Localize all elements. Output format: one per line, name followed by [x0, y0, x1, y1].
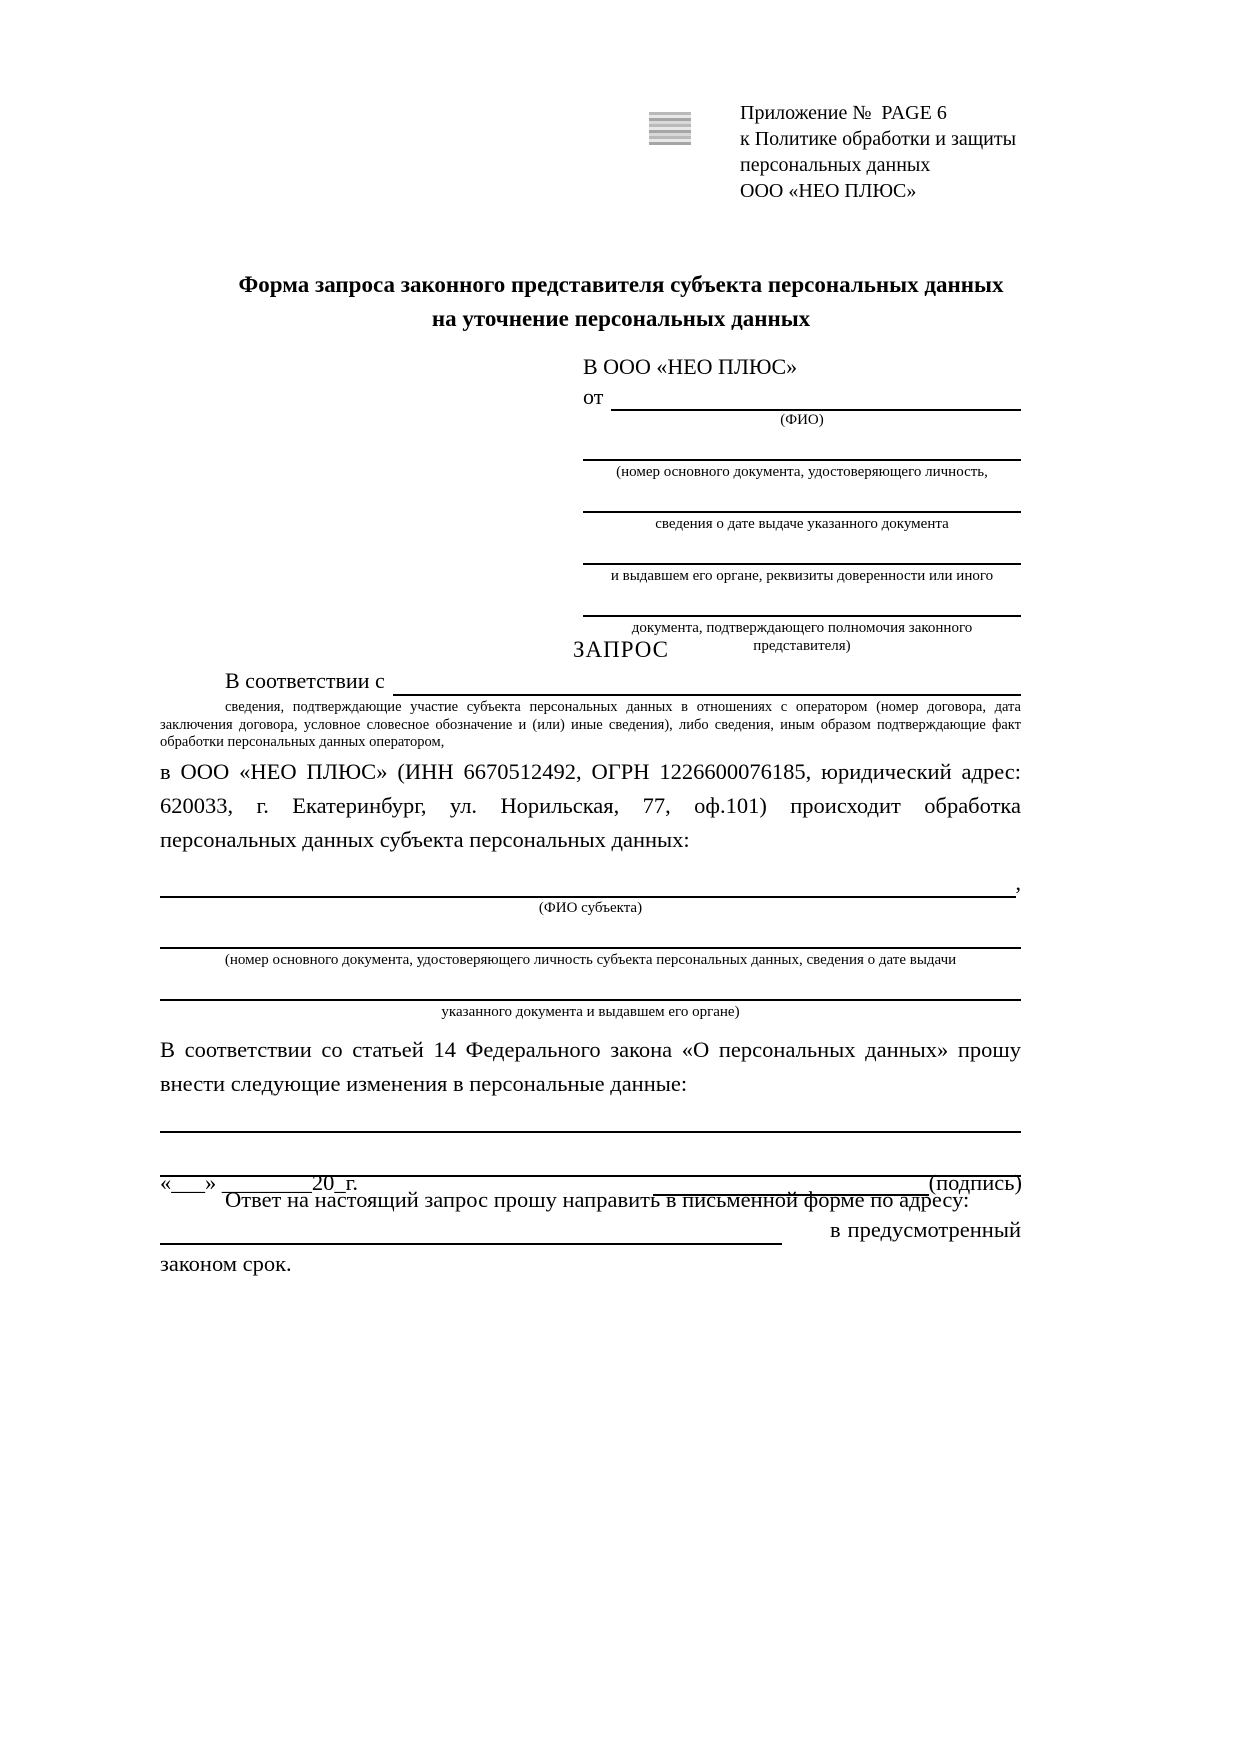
amendments-paragraph: В соответствии со статьей 14 Федерального закона «О персональных данных» прошу внести следующие изменения в персональные данные:	[160, 1036, 1021, 1096]
from-label: от	[583, 384, 604, 409]
fio-fill-line[interactable]	[611, 387, 1021, 411]
blurred-logo-icon	[649, 112, 691, 145]
doc-fill-line-3[interactable]	[583, 563, 1021, 565]
doc-caption-1: (номер основного документа, удостоверяющего личность,	[616, 464, 988, 480]
doc-caption-2: сведения о дате выдаче указанного документа	[655, 516, 949, 532]
subject-fio-caption: (ФИО субъекта)	[538, 899, 643, 916]
recipient-to: В ООО «НЕО ПЛЮС»	[583, 354, 798, 379]
subject-fio-row	[160, 868, 1021, 898]
date-field[interactable]: «___» ________20_г.	[160, 1170, 358, 1195]
answer-address-row	[160, 1215, 1021, 1245]
answer-intro: Ответ на настоящий запрос прошу направить в письменной форме по адресу:	[225, 1186, 970, 1212]
subject-doc-fill-line-2[interactable]	[160, 999, 1021, 1001]
form-title	[0, 268, 1242, 336]
answer-word-term: предусмотренный	[847, 1216, 1021, 1242]
appendix-policy-line: к Политике обработки и защиты	[740, 128, 1017, 150]
subject-doc-caption-2: указанного документа и выдавшем его органе)	[441, 1003, 740, 1020]
fio-caption: (ФИО)	[780, 412, 824, 428]
subject-fio-fill-line[interactable]	[160, 874, 1016, 898]
doc-caption-4: документа, подтверждающего полномочия законного представителя)	[631, 620, 973, 654]
address-fill-line[interactable]	[160, 1215, 782, 1245]
recipient-block	[583, 353, 1021, 655]
doc-caption-3: и выдавшем его органе, реквизиты доверенности или иного	[610, 568, 994, 584]
doc-fill-line-1[interactable]	[583, 459, 1021, 461]
appendix-policy-line2: персональных данных	[740, 154, 931, 176]
form-title-line2: на уточнение персональных данных	[431, 306, 811, 331]
appendix-company-line: ООО «НЕО ПЛЮС»	[740, 180, 917, 202]
accordance-fill-line[interactable]	[393, 672, 1021, 696]
signature-row	[160, 1170, 1022, 1196]
signature-caption: (подпись)	[928, 1170, 1022, 1195]
subject-doc-fill-line-1[interactable]	[160, 947, 1021, 949]
signature-fill-line[interactable]	[653, 1170, 929, 1196]
accordance-row	[160, 666, 1021, 696]
request-heading: ЗАПРОС	[572, 637, 670, 662]
signature-group	[653, 1170, 1022, 1196]
amendments-fill-line-1[interactable]	[160, 1131, 1021, 1133]
doc-fill-line-2[interactable]	[583, 511, 1021, 513]
from-row	[583, 383, 1021, 411]
form-title-line1: Форма запроса законного представителя субъекта персональных данных	[238, 272, 1004, 297]
operator-paragraph: в ООО «НЕО ПЛЮС» (ИНН 6670512492, ОГРН 1226600076185, юридический адрес: 620033, г. Екатеринбург, ул. Норильская, 77, оф.101) происходит обработка персональных данных субъекта персональных данных:	[160, 758, 1021, 852]
subject-doc-caption-1: (номер основного документа, удостоверяющего личность субъекта персональных данных, сведения о дате выдачи	[224, 951, 957, 968]
appendix-header	[740, 100, 1070, 204]
trailing-comma: ,	[1015, 869, 1021, 895]
fine-print-note: сведения, подтверждающие участие субъекта персональных данных в отношениях с оператором (номер договора, дата заключения договора, условное словесное обозначение и (или) иные сведения), либо сведения, иным образом подтверждающие факт обработки персональных данных оператором,	[160, 699, 1021, 750]
doc-fill-line-4[interactable]	[583, 615, 1021, 617]
answer-tail: законом срок.	[160, 1250, 292, 1276]
appendix-number-line: Приложение № PAGE 6	[740, 102, 947, 124]
accordance-label: В соответствии с	[225, 668, 385, 693]
answer-word-in: в	[830, 1216, 841, 1242]
